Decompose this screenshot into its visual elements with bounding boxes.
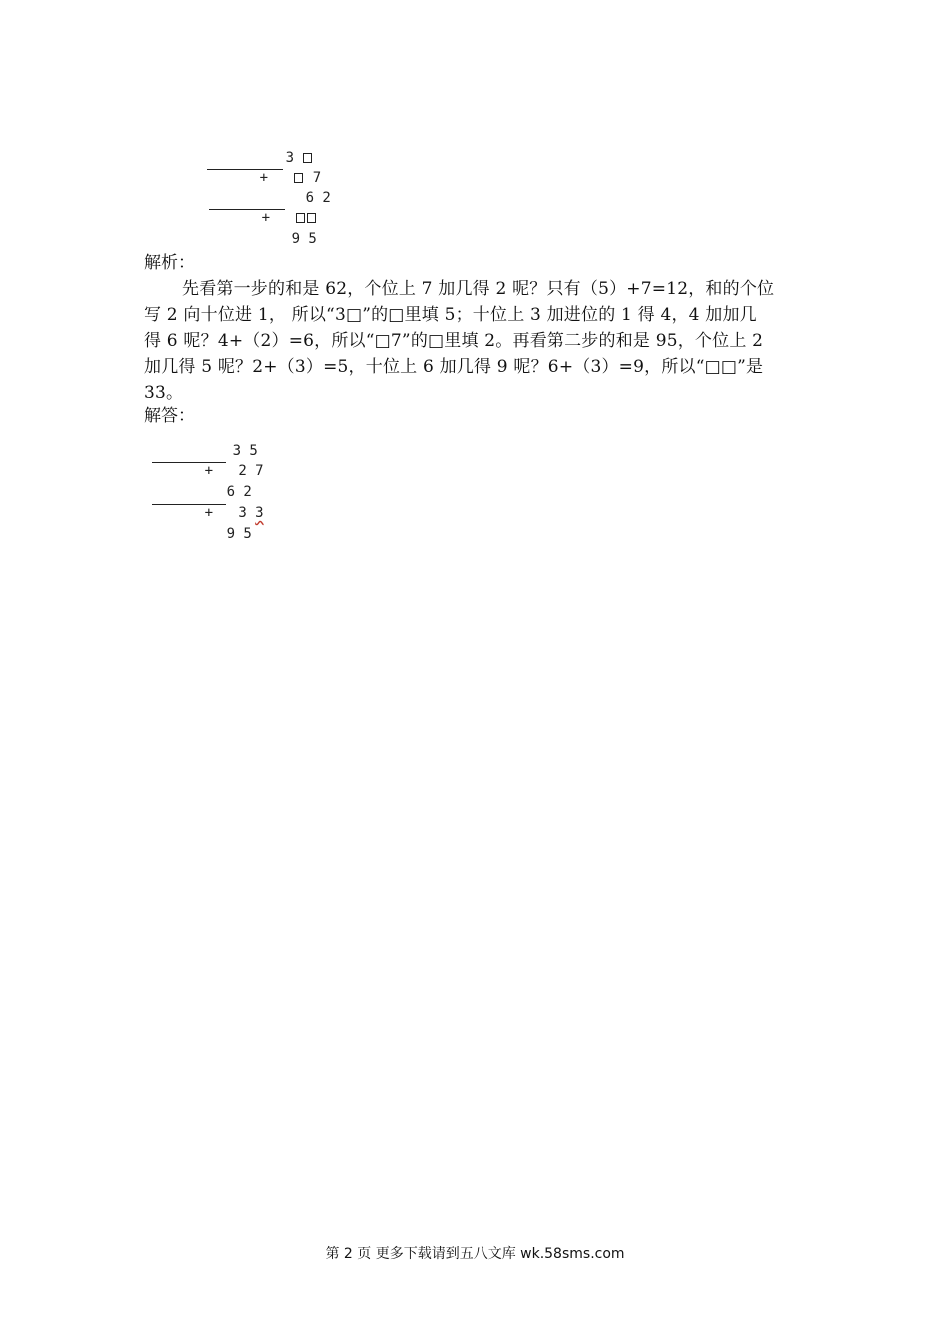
- answer-row-3: [176, 465, 252, 500]
- problem-digit: 7: [312, 170, 322, 186]
- answer-row-1: [182, 424, 258, 459]
- sum-line: [152, 462, 226, 463]
- answer-row-4: [154, 486, 264, 521]
- intermediate-sum: 6 2: [305, 190, 331, 206]
- plus-sign: +: [204, 505, 214, 521]
- analysis-line: 写 2 向十位进 1， 所以“3□”的□里填 5；十位上 3 加进位的 1 得 4，4 加加几: [144, 305, 757, 325]
- answer-row-5: [176, 507, 252, 542]
- problem-row-3: [255, 171, 331, 206]
- sum-line: [207, 169, 283, 170]
- sum-line: [152, 504, 226, 505]
- analysis-heading: 解析：: [144, 253, 195, 273]
- answer-number: 6 2: [226, 484, 252, 500]
- analysis-line: 得 6 呢？4+（2）=6，所以“□7”的□里填 2。再看第二步的和是 95，个位上 2: [144, 331, 764, 351]
- plus-sign: +: [259, 170, 269, 186]
- problem-row-5: [241, 212, 317, 247]
- answer-heading: 解答：: [144, 406, 195, 426]
- plus-sign: +: [204, 463, 214, 479]
- problem-row-4: [211, 191, 317, 226]
- sum-line: [209, 209, 285, 210]
- analysis-line: 先看第一步的和是 62，个位上 7 加几得 2 呢？只有（5）+7=12，和的个位: [182, 279, 775, 299]
- plus-sign: +: [261, 210, 271, 226]
- answer-number: 3: [255, 505, 264, 521]
- final-sum: 9 5: [291, 231, 317, 247]
- problem-digit: 3: [285, 150, 295, 166]
- answer-number: 3 5: [232, 443, 258, 459]
- answer-number: 2 7: [238, 463, 264, 479]
- analysis-line: 33。: [144, 383, 184, 403]
- page-footer: 第 2 页 更多下载请到五八文库 wk.58sms.com: [325, 1246, 625, 1262]
- answer-number: 9 5: [226, 526, 252, 542]
- analysis-line: 加几得 5 呢？2+（3）=5，十位上 6 加几得 9 呢？6+（3）=9，所以“□□”是: [144, 357, 764, 377]
- problem-row-2: [209, 151, 322, 186]
- answer-number: 3: [238, 505, 256, 521]
- answer-row-2: [154, 444, 264, 479]
- problem-row-1: [235, 131, 313, 166]
